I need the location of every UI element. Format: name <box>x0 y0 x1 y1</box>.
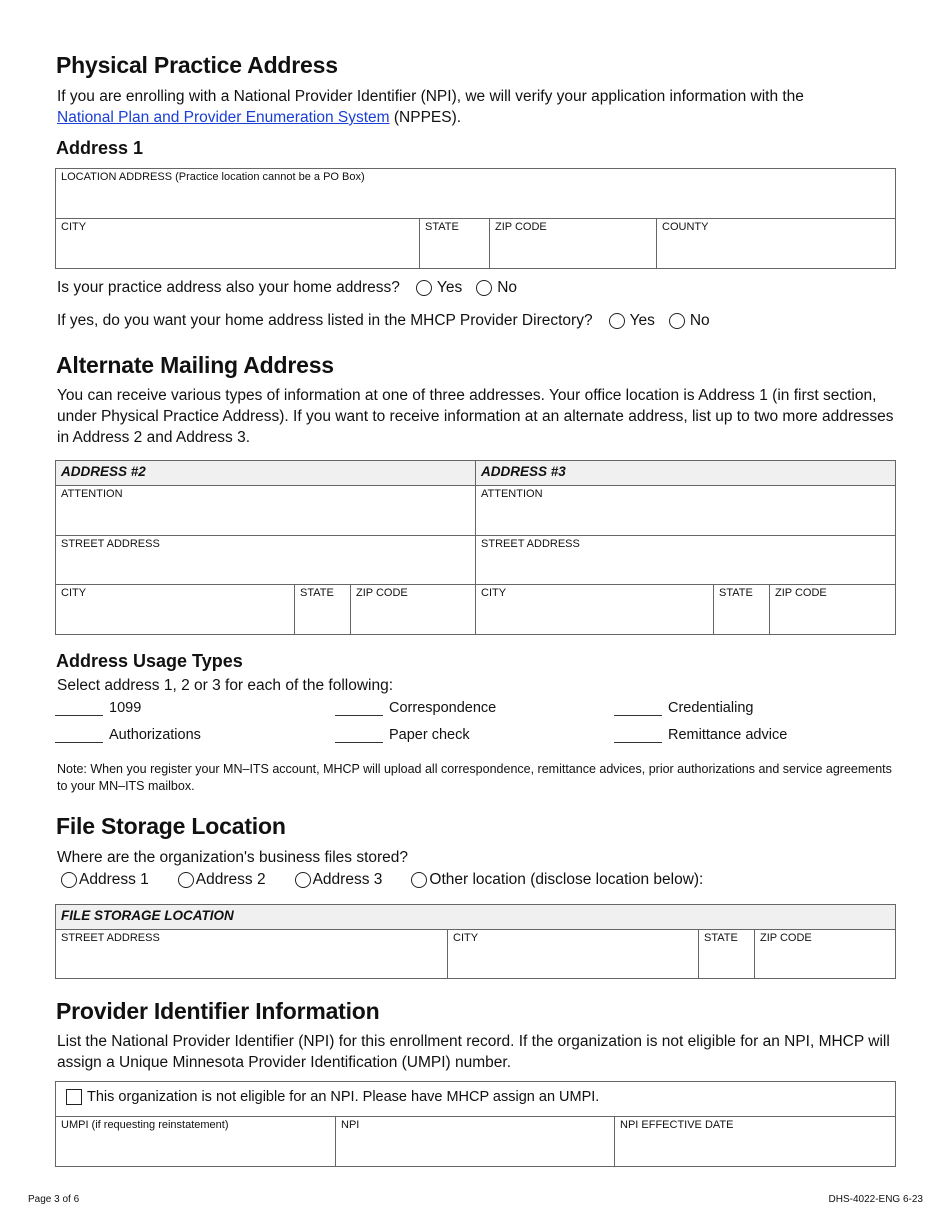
zip-label: ZIP CODE <box>760 932 812 944</box>
storage-options <box>61 871 717 889</box>
directory-yes-option[interactable] <box>609 312 655 330</box>
usage-credentialing <box>614 699 753 716</box>
storage-city-field[interactable] <box>448 930 699 979</box>
physical-intro-end: (NPPES). <box>389 109 462 126</box>
home-no-radio[interactable] <box>476 280 492 296</box>
directory-no-label: No <box>689 312 710 329</box>
usage-remittance-label: Remittance advice <box>668 727 788 743</box>
provider-title: Provider Identifier Information <box>56 998 380 1024</box>
physical-address-title: Physical Practice Address <box>56 52 338 78</box>
state-label: STATE <box>300 587 334 599</box>
address2-city-field[interactable] <box>56 585 295 635</box>
address1-zip-field[interactable] <box>490 219 657 269</box>
usage-note: Note: When you register your MN–ITS account, MHCP will upload all correspondence, remittance advices, prior authorizations and service agreements to your MN–ITS mailbox. <box>57 762 892 793</box>
physical-intro <box>57 86 897 128</box>
alternate-address-title: Alternate Mailing Address <box>56 352 334 378</box>
address2-street-field[interactable] <box>56 536 476 585</box>
alternate-address-table <box>55 460 896 635</box>
street-label: STREET ADDRESS <box>61 538 160 550</box>
npi-date-field[interactable] <box>615 1117 896 1167</box>
usage-remittance-blank[interactable] <box>614 726 662 743</box>
usage-authorizations-blank[interactable] <box>55 726 103 743</box>
address3-attention-field[interactable] <box>476 486 896 536</box>
usage-instruction: Select address 1, 2 or 3 for each of the following: <box>57 677 394 694</box>
address2-state-field[interactable] <box>295 585 351 635</box>
address2-header: ADDRESS #2 <box>56 461 476 486</box>
storage-street-field[interactable] <box>56 930 448 979</box>
npi-date-label: NPI EFFECTIVE DATE <box>620 1119 734 1131</box>
address2-zip-field[interactable] <box>351 585 476 635</box>
alternate-intro: You can receive various types of information at one of three addresses. Your office location is Address 1 (in first section, under Physical Practice Address). If you want to receive information at an alternate address, list up to two more addresses in Address 2 and Address 3. <box>57 387 894 446</box>
usage-1099-blank[interactable] <box>55 699 103 716</box>
usage-title: Address Usage Types <box>56 651 243 671</box>
address3-zip-field[interactable] <box>770 585 896 635</box>
home-yes-label: Yes <box>436 279 463 296</box>
umpi-field[interactable] <box>56 1117 336 1167</box>
storage-address1-option[interactable] <box>61 871 149 889</box>
address1-county-field[interactable] <box>657 219 896 269</box>
usage-1099 <box>55 699 141 716</box>
page-number: Page 3 of 6 <box>28 1194 80 1205</box>
address3-header: ADDRESS #3 <box>476 461 896 486</box>
directory-yes-radio[interactable] <box>609 313 625 329</box>
usage-correspondence-blank[interactable] <box>335 699 383 716</box>
usage-credentialing-label: Credentialing <box>668 700 754 716</box>
county-label: COUNTY <box>662 221 709 233</box>
attention-label: ATTENTION <box>481 488 543 500</box>
storage-other-label: Other location (disclose location below): <box>429 871 704 888</box>
npi-field[interactable] <box>336 1117 615 1167</box>
npi-label: NPI <box>341 1119 360 1131</box>
storage-address2-option[interactable] <box>178 871 266 889</box>
usage-paper-check-label: Paper check <box>389 727 470 743</box>
address1-title: Address 1 <box>56 138 144 158</box>
storage-zip-field[interactable] <box>755 930 896 979</box>
storage-address1-label: Address 1 <box>79 871 149 888</box>
usage-authorizations <box>55 726 201 743</box>
directory-no-option[interactable] <box>669 312 710 330</box>
form-id: DHS-4022-ENG 6-23 <box>828 1194 923 1205</box>
storage-header: FILE STORAGE LOCATION <box>56 905 896 930</box>
city-label: CITY <box>61 221 87 233</box>
storage-other-option[interactable] <box>411 871 703 889</box>
state-label: STATE <box>704 932 738 944</box>
storage-address2-label: Address 2 <box>195 871 266 888</box>
street-label: STREET ADDRESS <box>61 932 160 944</box>
city-label: CITY <box>481 587 507 599</box>
state-label: STATE <box>425 221 459 233</box>
directory-question <box>57 312 724 330</box>
location-address-field[interactable] <box>56 169 896 219</box>
home-address-question <box>57 279 531 297</box>
address1-state-field[interactable] <box>420 219 490 269</box>
physical-intro-text: If you are enrolling with a National Provider Identifier (NPI), we will verify your application information with the <box>57 88 804 105</box>
storage-address1-radio[interactable] <box>61 872 77 888</box>
usage-credentialing-blank[interactable] <box>614 699 662 716</box>
storage-address3-option[interactable] <box>295 871 383 889</box>
state-label: STATE <box>719 587 753 599</box>
directory-yes-label: Yes <box>629 312 655 329</box>
usage-correspondence-label: Correspondence <box>389 700 497 716</box>
storage-address2-radio[interactable] <box>178 872 194 888</box>
home-yes-radio[interactable] <box>416 280 432 296</box>
umpi-checkbox[interactable] <box>66 1089 82 1105</box>
home-no-label: No <box>497 279 518 296</box>
zip-label: ZIP CODE <box>495 221 547 233</box>
umpi-label: UMPI (if requesting reinstatement) <box>61 1119 229 1131</box>
address3-street-field[interactable] <box>476 536 896 585</box>
address3-state-field[interactable] <box>714 585 770 635</box>
provider-table <box>55 1081 896 1167</box>
city-label: CITY <box>61 587 87 599</box>
location-address-label: LOCATION ADDRESS (Practice location cannot be a PO Box) <box>61 171 365 183</box>
usage-remittance <box>614 726 787 743</box>
zip-label: ZIP CODE <box>775 587 827 599</box>
usage-paper-check-blank[interactable] <box>335 726 383 743</box>
storage-address3-radio[interactable] <box>295 872 311 888</box>
usage-authorizations-label: Authorizations <box>109 727 201 743</box>
address3-city-field[interactable] <box>476 585 714 635</box>
usage-paper-check <box>335 726 470 743</box>
usage-correspondence <box>335 699 496 716</box>
attention-label: ATTENTION <box>61 488 123 500</box>
zip-label: ZIP CODE <box>356 587 408 599</box>
provider-intro: List the National Provider Identifier (NPI) for this enrollment record. If the organization is not eligible for an NPI, MHCP will assign a Unique Minnesota Provider Identification (UMPI) number. <box>57 1033 890 1071</box>
street-label: STREET ADDRESS <box>481 538 580 550</box>
storage-question: Where are the organization's business files stored? <box>57 849 409 866</box>
storage-title: File Storage Location <box>56 813 286 839</box>
umpi-checkbox-row[interactable] <box>56 1082 896 1117</box>
directory-no-radio[interactable] <box>669 313 685 329</box>
storage-other-radio[interactable] <box>411 872 427 888</box>
home-no-option[interactable] <box>476 279 517 297</box>
address1-city-field[interactable] <box>56 219 420 269</box>
address1-table <box>55 168 896 269</box>
umpi-checkbox-label: This organization is not eligible for an NPI. Please have MHCP assign an UMPI. <box>87 1089 600 1105</box>
directory-question-text: If yes, do you want your home address listed in the MHCP Provider Directory? <box>57 312 593 329</box>
home-question-text: Is your practice address also your home address? <box>57 279 400 296</box>
storage-state-field[interactable] <box>699 930 755 979</box>
city-label: CITY <box>453 932 479 944</box>
nppes-link[interactable]: National Plan and Provider Enumeration System <box>57 109 390 126</box>
home-yes-option[interactable] <box>416 279 462 297</box>
storage-table <box>55 904 896 979</box>
storage-address3-label: Address 3 <box>312 871 383 888</box>
address2-attention-field[interactable] <box>56 486 476 536</box>
usage-1099-label: 1099 <box>109 700 142 716</box>
